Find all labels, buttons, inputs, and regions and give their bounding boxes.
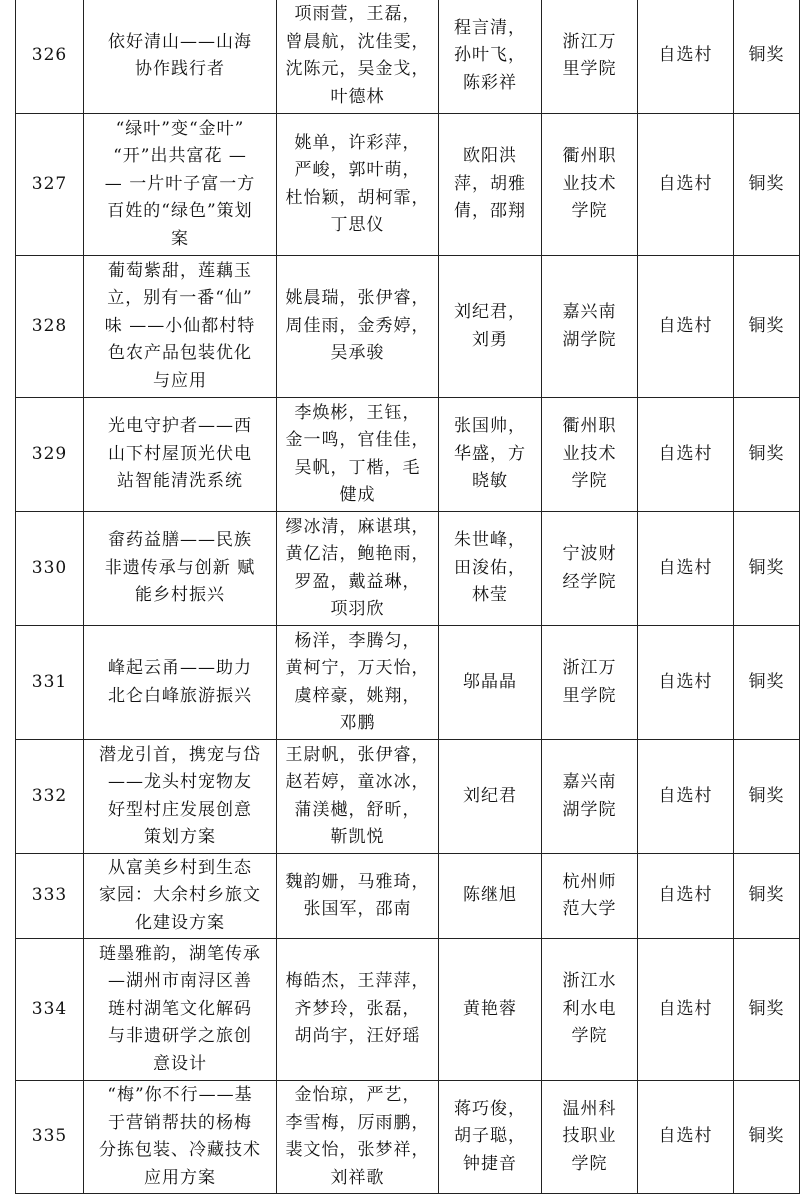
project-name-line: 与非遗研学之旅创 — [108, 1026, 252, 1047]
school-name-line: 浙江万 — [562, 658, 617, 678]
village-category-cell: 自选村 — [638, 939, 734, 1081]
advisors-cell — [439, 740, 542, 854]
school-name-line: 学院 — [571, 1153, 608, 1174]
team-members-line: 齐梦玲，张磊， — [294, 998, 421, 1019]
table-row — [16, 398, 800, 512]
table-row — [16, 0, 800, 114]
team-members-cell — [277, 398, 439, 512]
team-members-line: 罗盈，戴益琳， — [294, 571, 421, 592]
project-name-line: 味 ——小仙都村特 — [104, 315, 256, 336]
project-name-line: 应用方案 — [144, 1167, 216, 1188]
school-name-line: 杭州师 — [562, 871, 617, 892]
project-name-line: “开”出共富花 — — [113, 146, 247, 167]
team-members-line: 黄柯宁，万天怡， — [285, 658, 430, 678]
project-name-cell — [84, 512, 277, 626]
advisors-line: 萍，胡雅 — [454, 173, 526, 194]
team-members-line: 赵若婷，童冰冰， — [285, 772, 430, 792]
team-members-cell — [277, 626, 439, 740]
award-level-cell: 铜奖 — [734, 740, 800, 854]
advisors-cell — [439, 398, 542, 512]
school-name-line: 业技术 — [562, 173, 617, 194]
advisors-line: 孙叶飞， — [454, 45, 526, 66]
school-name-line: 宁波财 — [562, 544, 617, 564]
award-level-cell: 铜奖 — [734, 854, 800, 939]
table-row — [16, 512, 800, 626]
team-members-line: 王尉帆，张伊睿， — [285, 744, 430, 765]
village-category-cell: 自选村 — [638, 854, 734, 939]
school-name-line: 利水电 — [562, 998, 617, 1019]
school-name-line: 温州科 — [562, 1098, 617, 1119]
project-name-line: 化建设方案 — [135, 912, 225, 933]
advisors-line: 刘纪君， — [454, 302, 526, 322]
school-name-line: 嘉兴南 — [562, 302, 617, 322]
table-row — [16, 740, 800, 854]
project-name-cell — [84, 854, 277, 939]
project-name-line: 潜龙引首，携宠与岱 — [99, 744, 261, 765]
school-name-line: 学院 — [571, 1026, 608, 1047]
advisors-cell — [439, 1081, 542, 1194]
advisors-cell — [439, 854, 542, 939]
table-row — [16, 854, 800, 939]
team-members-line: 邓鹏 — [339, 713, 376, 733]
project-name-cell — [84, 1081, 277, 1194]
school-name-cell — [542, 114, 638, 256]
team-members-line: 虞梓豪，姚翔， — [294, 685, 421, 706]
project-name-line: 能乡村振兴 — [135, 585, 225, 606]
school-name-line: 技职业 — [562, 1126, 617, 1147]
award-level-cell: 铜奖 — [734, 939, 800, 1081]
advisors-line: 黄艳蓉 — [463, 998, 517, 1019]
award-level-cell: 铜奖 — [734, 0, 800, 114]
project-name-line: 琏墨雅韵，湖笔传承 — [99, 943, 261, 964]
village-category-cell: 自选村 — [638, 512, 734, 626]
team-members-line: 梅皓杰，王萍萍， — [285, 971, 430, 992]
project-name-line: 分拣包装、冷藏技术 — [99, 1140, 261, 1160]
project-name-line: 立，别有一番“仙” — [107, 288, 253, 309]
school-name-cell — [542, 854, 638, 939]
team-members-cell — [277, 256, 439, 398]
entry-number-cell: 326 — [16, 0, 84, 114]
project-name-line: 协作践行者 — [135, 59, 225, 79]
project-name-cell — [84, 256, 277, 398]
team-members-line: 健成 — [339, 485, 376, 505]
project-name-cell — [84, 939, 277, 1081]
award-level-cell: 铜奖 — [734, 626, 800, 740]
advisors-line: 钟捷音 — [463, 1153, 517, 1174]
advisors-cell — [439, 114, 542, 256]
entry-number-cell: 332 — [16, 740, 84, 854]
advisors-line: 陈继旭 — [463, 885, 517, 906]
project-name-cell — [84, 114, 277, 256]
award-level-cell: 铜奖 — [734, 398, 800, 512]
team-members-line: 蒲渼樾，舒昕， — [294, 799, 421, 820]
advisors-line: 邬晶晶 — [463, 671, 517, 692]
award-table — [15, 0, 800, 1194]
team-members-line: 黄亿洁，鲍艳雨， — [285, 544, 430, 564]
advisors-line: 田浚佑， — [454, 557, 526, 578]
project-name-line: 畲药益膳——民族 — [108, 530, 252, 551]
advisors-cell — [439, 512, 542, 626]
award-table-body — [16, 0, 800, 1194]
team-members-line: 吴承骏 — [330, 343, 385, 364]
award-level-cell: 铜奖 — [734, 512, 800, 626]
entry-number-cell: 331 — [16, 626, 84, 740]
team-members-line: 靳凯悦 — [330, 827, 385, 847]
project-name-line: 色农产品包装优化 — [108, 343, 252, 364]
school-name-line: 衢州职 — [562, 416, 617, 437]
school-name-line: 衢州职 — [562, 146, 617, 167]
team-members-line: 曾晨航，沈佳雯， — [285, 31, 430, 52]
table-row — [16, 114, 800, 256]
advisors-line: 朱世峰， — [454, 530, 526, 551]
school-name-line: 湖学院 — [562, 799, 617, 820]
advisors-line: 陈彩祥 — [463, 72, 517, 93]
advisors-line: 倩，邵翔 — [454, 201, 526, 222]
table-row — [16, 939, 800, 1081]
project-name-line: 家园：大余村乡旅文 — [99, 885, 261, 906]
table-row — [16, 626, 800, 740]
project-name-line: 光电守护者——西 — [108, 416, 252, 437]
advisors-line: 张国帅， — [454, 416, 526, 437]
school-name-cell — [542, 626, 638, 740]
project-name-line: 北仑白峰旅游振兴 — [108, 685, 252, 706]
team-members-cell — [277, 740, 439, 854]
school-name-cell — [542, 256, 638, 398]
school-name-line: 嘉兴南 — [562, 772, 617, 792]
team-members-cell — [277, 114, 439, 256]
school-name-line: 里学院 — [562, 59, 617, 79]
school-name-line: 业技术 — [562, 443, 617, 464]
project-name-line: “梅”你不行——基 — [107, 1085, 253, 1105]
team-members-line: 李雪梅，厉雨鹏， — [285, 1112, 430, 1133]
project-name-cell — [84, 740, 277, 854]
project-name-line: —湖州市南浔区善 — [108, 971, 252, 992]
entry-number-cell: 330 — [16, 512, 84, 626]
school-name-cell — [542, 939, 638, 1081]
advisors-line: 晓敏 — [472, 471, 508, 492]
school-name-line: 里学院 — [562, 685, 617, 706]
team-members-line: 缪冰清，麻谌琪， — [285, 516, 430, 537]
team-members-line: 杜怡颖，胡柯霏， — [285, 187, 430, 208]
advisors-line: 蒋巧俊， — [454, 1098, 526, 1119]
project-name-line: ——龙头村宠物友 — [108, 772, 252, 792]
award-level-cell: 铜奖 — [734, 1081, 800, 1194]
school-name-cell — [542, 740, 638, 854]
award-level-cell: 铜奖 — [734, 114, 800, 256]
school-name-line: 范大学 — [562, 899, 617, 919]
village-category-cell: 自选村 — [638, 256, 734, 398]
team-members-line: 金一鸣，官佳佳， — [285, 430, 430, 450]
project-name-line: 从富美乡村到生态 — [108, 857, 252, 878]
entry-number-cell: 327 — [16, 114, 84, 256]
team-members-line: 沈陈元，吴金戈， — [285, 59, 430, 79]
entry-number-cell: 335 — [16, 1081, 84, 1194]
team-members-cell — [277, 939, 439, 1081]
project-name-line: 站智能清洗系统 — [117, 471, 243, 492]
project-name-cell — [84, 0, 277, 114]
team-members-line: 严峻，郭叶萌， — [294, 160, 421, 180]
school-name-cell — [542, 0, 638, 114]
team-members-line: 叶德林 — [330, 86, 385, 107]
school-name-line: 浙江万 — [562, 31, 617, 52]
advisors-line: 刘纪君 — [463, 785, 517, 806]
village-category-cell: 自选村 — [638, 1081, 734, 1194]
advisors-line: 胡子聪， — [454, 1126, 526, 1147]
advisors-line: 刘勇 — [472, 329, 508, 350]
team-members-cell — [277, 512, 439, 626]
advisors-cell — [439, 256, 542, 398]
team-members-line: 丁思仪 — [330, 215, 385, 235]
school-name-line: 湖学院 — [562, 329, 617, 350]
project-name-cell — [84, 626, 277, 740]
team-members-line: 裴文怡，张梦祥， — [285, 1140, 430, 1160]
advisors-line: 华盛，方 — [454, 443, 526, 464]
project-name-line: 好型村庄发展创意 — [108, 799, 252, 820]
project-name-line: 山下村屋顶光伏电 — [108, 443, 252, 464]
team-members-line: 姚晨瑞，张伊睿， — [285, 288, 430, 309]
village-category-cell: 自选村 — [638, 398, 734, 512]
award-level-cell: 铜奖 — [734, 256, 800, 398]
school-name-line: 浙江水 — [562, 971, 617, 992]
advisors-cell — [439, 939, 542, 1081]
project-name-line: 葡萄紫甜，莲藕玉 — [108, 260, 252, 281]
advisors-cell — [439, 0, 542, 114]
project-name-line: 与应用 — [153, 370, 207, 391]
project-name-line: 百姓的“绿色”策划 — [107, 201, 253, 222]
project-name-line: 琏村湖笔文化解码 — [108, 998, 252, 1019]
advisors-cell — [439, 626, 542, 740]
table-row — [16, 256, 800, 398]
team-members-line: 项雨萱，王磊， — [294, 4, 421, 24]
project-name-line: 依好清山——山海 — [108, 31, 252, 52]
entry-number-cell: 334 — [16, 939, 84, 1081]
project-name-line: “绿叶”变“金叶” — [115, 118, 245, 139]
project-name-line: 案 — [171, 228, 189, 249]
project-name-line: 意设计 — [153, 1053, 207, 1074]
team-members-line: 李焕彬，王钰， — [294, 402, 421, 423]
school-name-cell — [542, 1081, 638, 1194]
team-members-line: 项羽欣 — [330, 599, 385, 619]
team-members-line: 吴帆，丁楷，毛 — [294, 457, 421, 478]
advisors-line: 欧阳洪 — [463, 146, 517, 167]
advisors-line: 林莹 — [472, 585, 508, 606]
team-members-line: 周佳雨，金秀婷， — [285, 315, 430, 336]
team-members-line: 金怡琼，严艺， — [294, 1085, 421, 1105]
entry-number-cell: 333 — [16, 854, 84, 939]
school-name-line: 学院 — [571, 471, 608, 492]
project-name-line: — 一片叶子富一方 — [104, 173, 256, 194]
school-name-line: 学院 — [571, 201, 608, 222]
village-category-cell: 自选村 — [638, 740, 734, 854]
team-members-line: 魏韵姗，马雅琦， — [285, 871, 430, 892]
project-name-cell — [84, 398, 277, 512]
village-category-cell: 自选村 — [638, 114, 734, 256]
school-name-line: 经学院 — [562, 571, 617, 592]
school-name-cell — [542, 512, 638, 626]
advisors-line: 程言清， — [454, 17, 526, 38]
entry-number-cell: 328 — [16, 256, 84, 398]
entry-number-cell: 329 — [16, 398, 84, 512]
team-members-line: 胡尚宇，汪妤瑶 — [294, 1026, 421, 1047]
team-members-line: 杨洋，李腾匀， — [294, 630, 421, 651]
team-members-line: 刘祥歌 — [330, 1167, 385, 1188]
village-category-cell: 自选村 — [638, 626, 734, 740]
team-members-cell — [277, 0, 439, 114]
project-name-line: 于营销帮扶的杨梅 — [108, 1112, 252, 1133]
team-members-cell — [277, 1081, 439, 1194]
school-name-cell — [542, 398, 638, 512]
team-members-line: 姚单，许彩萍， — [294, 132, 421, 153]
project-name-line: 峰起云甬——助力 — [108, 658, 252, 678]
team-members-line: 张国军，邵南 — [303, 899, 412, 919]
table-row — [16, 1081, 800, 1194]
village-category-cell: 自选村 — [638, 0, 734, 114]
team-members-cell — [277, 854, 439, 939]
project-name-line: 非遗传承与创新 赋 — [104, 557, 256, 578]
project-name-line: 策划方案 — [144, 827, 216, 847]
